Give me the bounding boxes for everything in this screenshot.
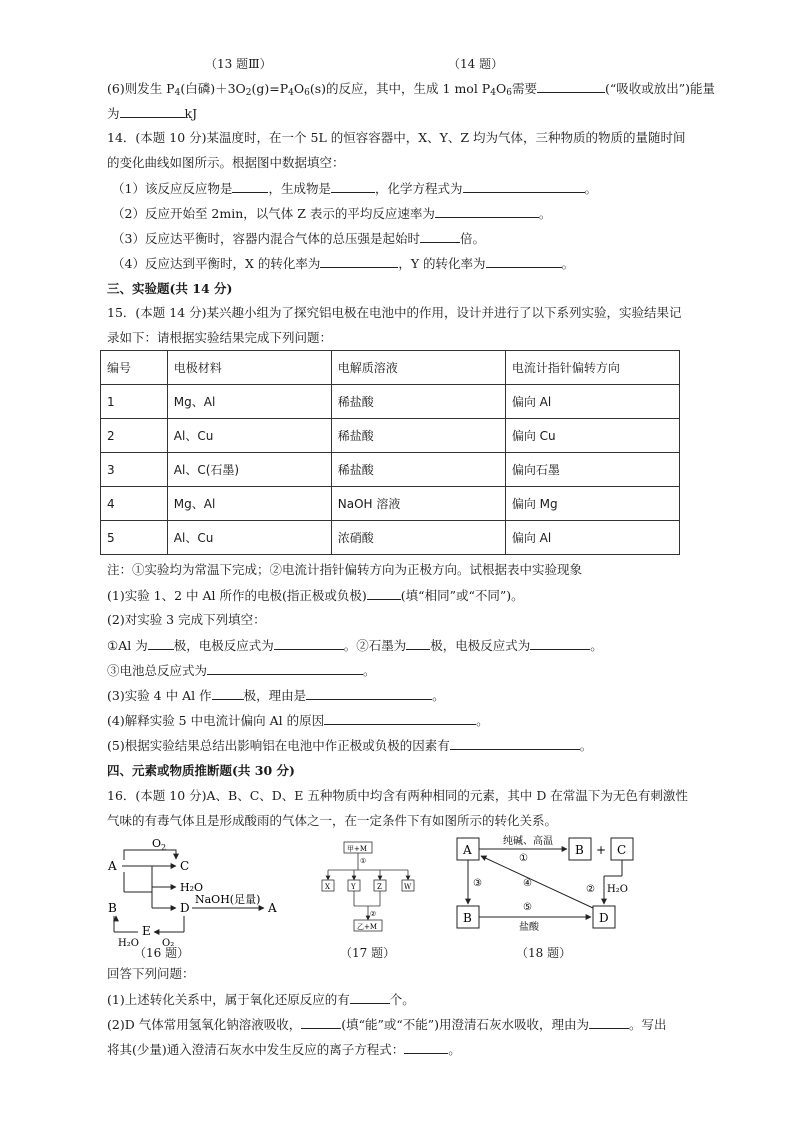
- cell: Mg、Al: [167, 385, 331, 419]
- q14-stem2: 的变化曲线如图所示。根据图中数据填空：: [107, 155, 345, 170]
- q16-stem1: 16．(本题 10 分)A、B、C、D、E 五种物质中均含有两种相同的元素，其中 D 在常温下为无色有刺激性: [107, 788, 688, 803]
- fig18-n1: ①: [519, 853, 528, 864]
- fig16-A: A: [108, 859, 117, 873]
- caption-17: （17 题）: [340, 946, 396, 960]
- fig17-top: 甲+M: [347, 845, 368, 853]
- q16-stem2: 气味的有毒气体且是形成酸雨的气体之一，在一定条件下有如图所示的转化关系。: [107, 813, 558, 828]
- table-row: [101, 385, 680, 419]
- q16-blank-count[interactable]: [350, 991, 390, 1004]
- q16-blank-can[interactable]: [301, 1016, 341, 1029]
- q15-a1: (1)实验 1、2 中 Al 所作的电极(指正极或负极) (填“相同”或“不同”)。: [107, 588, 524, 603]
- table-row: [101, 453, 680, 487]
- caption-16: （16 题）: [134, 946, 190, 960]
- q14-part3: （3）反应达平衡时，容器内混合气体的总压强是起始时 倍。: [112, 231, 485, 246]
- fig17-Y: Y: [351, 883, 356, 891]
- section-3-heading: 三、实验题(共 14 分): [107, 281, 233, 296]
- fig18-h2o: H₂O: [607, 884, 628, 895]
- cell: 偏向 Cu: [505, 419, 679, 453]
- cell: Al、Cu: [167, 521, 331, 555]
- fig16-naoh: NaOH(足量): [195, 893, 261, 906]
- fig18-cond1: 纯碱、高温: [503, 836, 553, 847]
- header-deflection: 电流计指针偏转方向: [505, 351, 679, 385]
- cell: 偏向石墨: [505, 453, 679, 487]
- fig17-c1: ①: [360, 857, 367, 865]
- q13-6-blank1[interactable]: [537, 80, 605, 93]
- header-electrolyte: 电解质溶液: [331, 351, 505, 385]
- table-row: [101, 521, 680, 555]
- fig17-bottom: 乙+M: [357, 923, 378, 931]
- table-row: [101, 487, 680, 521]
- fig17-W: W: [404, 883, 412, 891]
- fig18-C: C: [617, 843, 627, 857]
- cell: 稀盐酸: [331, 385, 505, 419]
- q15-stem2: 录如下：请根据实验结果完成下列问题：: [107, 330, 333, 345]
- figure-17-diagram: [318, 840, 418, 936]
- q16-a2: (2)D 气体常用氢氧化钠溶液吸收， (填“能”或“不能”)用澄清石灰水吸收，理由为 。写出: [107, 1017, 667, 1032]
- fig18-A: A: [463, 843, 472, 857]
- cell: 偏向 Mg: [505, 487, 679, 521]
- q15-note: 注：①实验均为常温下完成；②电流计指针偏转方向为正极方向。试根据表中实验现象: [107, 562, 583, 577]
- fig18-n2: ②: [586, 884, 595, 895]
- cell: 2: [101, 419, 168, 453]
- q13-6-line2: 为 kJ: [107, 106, 198, 121]
- q16-blank-reason[interactable]: [589, 1016, 629, 1029]
- fig16-h2o-right: H₂O: [180, 881, 204, 894]
- q16-answer-intro: 回答下列问题：: [107, 966, 195, 981]
- table-header-row: [101, 351, 680, 385]
- fig18-n4: ④: [523, 878, 532, 889]
- cell: 偏向 Al: [505, 521, 679, 555]
- q15-a2: (2)对实验 3 完成下列填空：: [107, 612, 266, 627]
- q16-blank-ionic[interactable]: [404, 1041, 448, 1054]
- q15-stem1: 15．(本题 14 分)某兴趣小组为了探究铝电极在电池中的作用，设计并进行了以下系列实验，实验结果记: [107, 305, 682, 320]
- q15-blank-al-pole[interactable]: [148, 637, 174, 650]
- q14-stem1: 14．(本题 10 分)某温度时，在一个 5L 的恒容容器中，X、Y、Z 均为气体，三种物质的物质的量随时间: [107, 130, 686, 145]
- q15-blank-factors[interactable]: [450, 737, 580, 750]
- header-electrode: 电极材料: [167, 351, 331, 385]
- q15-a4: (4)解释实验 5 中电流计偏向 Al 的原因 。: [107, 713, 489, 728]
- q13-6-line1: (6)则发生 $P_4$(白磷)$+3O_2(g)=P_4O_6(s)$的反应，其中，生成 1 mol $P_4O_6$需要 (“吸收或放出”)能量: [107, 81, 716, 98]
- q14-blank-product[interactable]: [331, 180, 375, 193]
- fig16-o2-top: $O_2$: [152, 837, 167, 852]
- q14-part4: （4）反应达到平衡时，X 的转化率为 ，Y 的转化率为 。: [112, 256, 575, 271]
- fig17-X: X: [325, 883, 330, 891]
- figure-18-diagram: [455, 834, 641, 942]
- q15-blank-c-eq[interactable]: [530, 637, 590, 650]
- cell: Al、Cu: [167, 419, 331, 453]
- q15-blank-c-pole[interactable]: [406, 637, 430, 650]
- fig16-h2o-bl: H₂O: [118, 938, 139, 949]
- fig18-B2: B: [463, 911, 472, 925]
- q14-part1: （1）该反应反应物是 ，生成物是 ，化学方程式为 。: [112, 181, 598, 196]
- caption-14: （14 题）: [448, 57, 504, 71]
- cell: 稀盐酸: [331, 453, 505, 487]
- cell: 4: [101, 487, 168, 521]
- q15-blank-al-eq[interactable]: [274, 637, 344, 650]
- q13-6-blank2[interactable]: [120, 105, 185, 118]
- figure-16-diagram: [100, 832, 300, 949]
- q16-a1: (1)上述转化关系中，属于氧化还原反应的有 个。: [107, 992, 415, 1007]
- fig17-Z: Z: [377, 883, 382, 891]
- q15-a5: (5)根据实验结果总结出影响铝在电池中作正极或负极的因素有 。: [107, 738, 593, 753]
- cell: Mg、Al: [167, 487, 331, 521]
- cell: 1: [101, 385, 168, 419]
- fig16-o2-b: O₂: [162, 938, 175, 949]
- caption-18: （18 题）: [516, 946, 572, 960]
- q15-a2-1: ①Al 为 极，电极反应式为 。②石墨为 极，电极反应式为 。: [107, 638, 603, 653]
- fig18-D: D: [599, 911, 609, 925]
- fig16-E: E: [142, 924, 151, 938]
- cell: 3: [101, 453, 168, 487]
- experiment-table: [100, 350, 680, 555]
- cell: Al、C(石墨): [167, 453, 331, 487]
- q15-blank-5-reason[interactable]: [324, 712, 476, 725]
- q15-blank-4-reason[interactable]: [306, 687, 432, 700]
- q15-a2-3: ③电池总反应式为 。: [107, 663, 376, 678]
- fig16-A2: A: [268, 901, 277, 915]
- q15-a3: (3)实验 4 中 Al 作 极，理由是 。: [107, 688, 445, 703]
- section-4-heading: 四、元素或物质推断题(共 30 分): [107, 763, 295, 778]
- q14-blank-y-conv[interactable]: [486, 255, 562, 268]
- fig16-B: B: [108, 901, 117, 915]
- fig18-B1: B: [575, 843, 584, 857]
- header-number: 编号: [101, 351, 168, 385]
- fig16-D: D: [180, 901, 190, 915]
- fig18-n3: ③: [473, 878, 482, 889]
- caption-13-iii: （13 题Ⅲ）: [205, 57, 272, 71]
- fig17-c2: ②: [370, 910, 377, 918]
- q15-blank-total[interactable]: [207, 662, 363, 675]
- fig18-hcl: 盐酸: [519, 922, 539, 933]
- q14-blank-reactant[interactable]: [232, 180, 268, 193]
- q14-blank-pressure[interactable]: [420, 230, 460, 243]
- q15-blank-1[interactable]: [367, 587, 401, 600]
- cell: 浓硝酸: [331, 521, 505, 555]
- table-row: [101, 419, 680, 453]
- fig18-n5: ⑤: [523, 902, 532, 913]
- fig18-plus: +: [596, 843, 607, 857]
- q15-blank-4-pole[interactable]: [212, 687, 244, 700]
- cell: 偏向 Al: [505, 385, 679, 419]
- q14-blank-x-conv[interactable]: [320, 255, 398, 268]
- q16-a2-line2: 将其(少量)通入澄清石灰水中发生反应的离子方程式： 。: [107, 1042, 461, 1057]
- q14-blank-rate[interactable]: [435, 205, 539, 218]
- fig16-C: C: [180, 859, 190, 873]
- q14-part2: （2）反应开始至 2min，以气体 Z 表示的平均反应速率为 。: [112, 206, 552, 221]
- cell: NaOH 溶液: [331, 487, 505, 521]
- cell: 稀盐酸: [331, 419, 505, 453]
- cell: 5: [101, 521, 168, 555]
- q14-blank-equation[interactable]: [463, 180, 585, 193]
